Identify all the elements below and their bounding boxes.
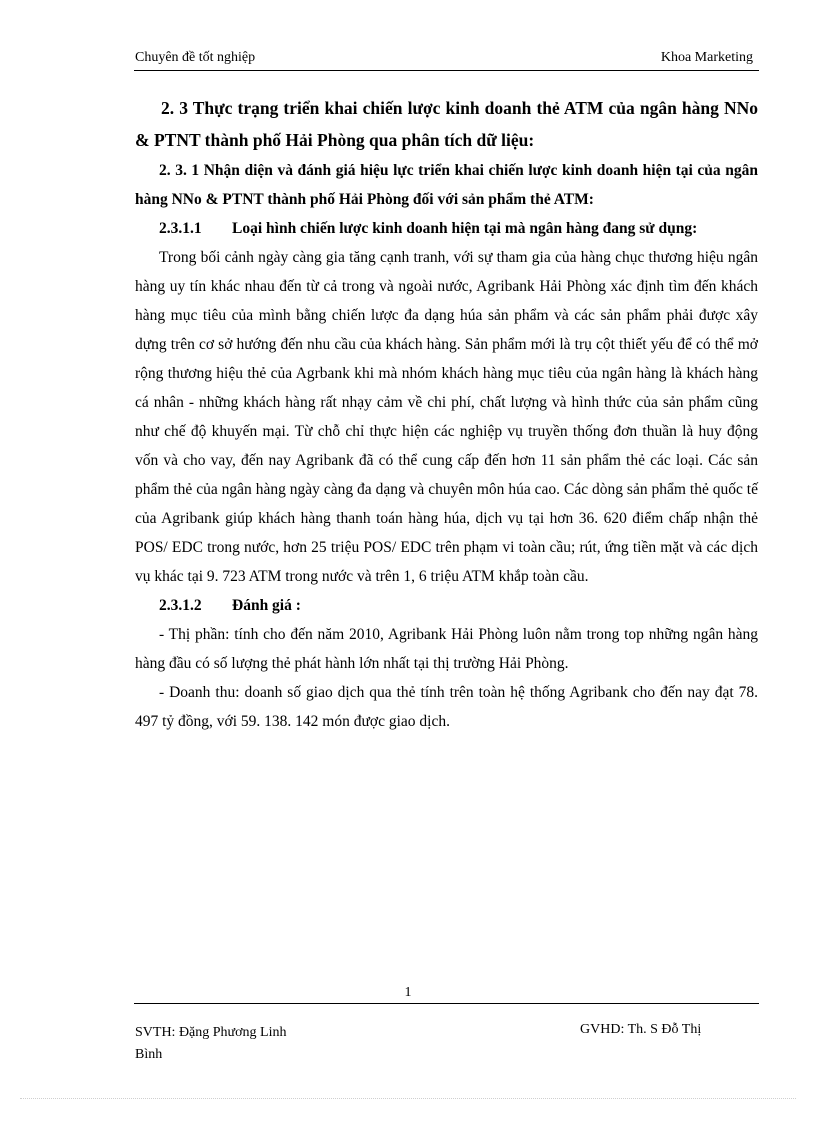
subsection-title: Đánh giá : (232, 597, 301, 614)
footer-student (135, 1022, 287, 1066)
header-rule (134, 70, 759, 71)
header-department: Khoa Marketing (660, 50, 753, 65)
section-title: 2. 3 Thực trạng triển khai chiến lược kinh doanh thẻ ATM của ngân hàng NNo & PTNT thành phố Hải Phòng qua phân tích dữ liệu: (135, 98, 758, 150)
document-body (135, 92, 758, 736)
subsection-title: Loại hình chiến lược kinh doanh hiện tại mà ngân hàng đang sử dụng: (232, 220, 698, 237)
page-boundary-dotted-line (20, 1098, 796, 1099)
body-paragraph: Trong bối cảnh ngày càng gia tăng cạnh tranh, với sự tham gia của hàng chục thương hiệu ngân hàng uy tín khác nhau đến từ cả trong và ngoài nước, Agribank Hải Phòng xác định tìm đến khách hàng mục tiêu của mình bằng chiến lược đa dạng húa sản phẩm và các sản phẩm phải được xây dựng trên cơ sở hướng đến nhu cầu của khách hàng. Sản phẩm mới là trụ cột thiết yếu để có thể mở rộng thương hiệu thẻ của Agrbank khi mà nhóm khách hàng mục tiêu của ngân hàng là khách hàng cá nhân - những khách hàng rất nhạy cảm về chi phí, chất lượng và hình thức của sản phẩm cũng như chế độ khuyến mại. Từ chỗ chỉ thực hiện các nghiệp vụ truyền thống đơn thuần là huy động vốn và cho vay, đến nay Agribank đã có thể cung cấp đến hơn 11 sản phẩm thẻ các loại. Các sản phẩm thẻ của ngân hàng ngày càng đa dạng và chuyên môn húa cao. Các dòng sản phẩm thẻ quốc tế của Agribank giúp khách hàng thanh toán hàng húa, dịch vụ tại hơn 36. 620 điểm chấp nhận thẻ POS/ EDC trong nước, hơn 25 triệu POS/ EDC trên phạm vi toàn cầu; rút, ứng tiền mặt và các dịch vụ khác tại 9. 723 ATM trong nước và trên 1, 6 triệu ATM khắp toàn cầu. (135, 249, 758, 585)
subsection-heading-2-3-1-1 (135, 214, 758, 243)
footer-rule (134, 1003, 759, 1004)
header-course-title: Chuyên đề tốt nghiệp (135, 50, 256, 65)
section-heading-2-3-1: 2. 3. 1 Nhận diện và đánh giá hiệu lực triển khai chiến lược kinh doanh hiện tại của ngân hàng NNo & PTNT thành phố Hải Phòng đối với sản phẩm thẻ ATM: (135, 162, 758, 208)
page-number: 1 (404, 985, 412, 1000)
footer-advisor: GVHD: Th. S Đỗ Thị (580, 1022, 702, 1037)
subsection-number: 2.3.1.2 (159, 597, 202, 614)
subsection-heading-2-3-1-2 (135, 591, 758, 620)
bullet-market-share: - Thị phần: tính cho đến năm 2010, Agribank Hải Phòng luôn nằm trong top những ngân hàng hàng đầu có số lượng thẻ phát hành lớn nhất tại thị trường Hải Phòng. (135, 626, 758, 672)
subsection-number: 2.3.1.1 (159, 220, 202, 237)
footer-student-line: Bình (135, 1047, 163, 1062)
footer-student-line: SVTH: Đặng Phương Linh (135, 1025, 287, 1040)
bullet-revenue: - Doanh thu: doanh số giao dịch qua thẻ tính trên toàn hệ thống Agribank cho đến nay đạt 78. 497 tỷ đồng, với 59. 138. 142 món được giao dịch. (135, 684, 758, 730)
